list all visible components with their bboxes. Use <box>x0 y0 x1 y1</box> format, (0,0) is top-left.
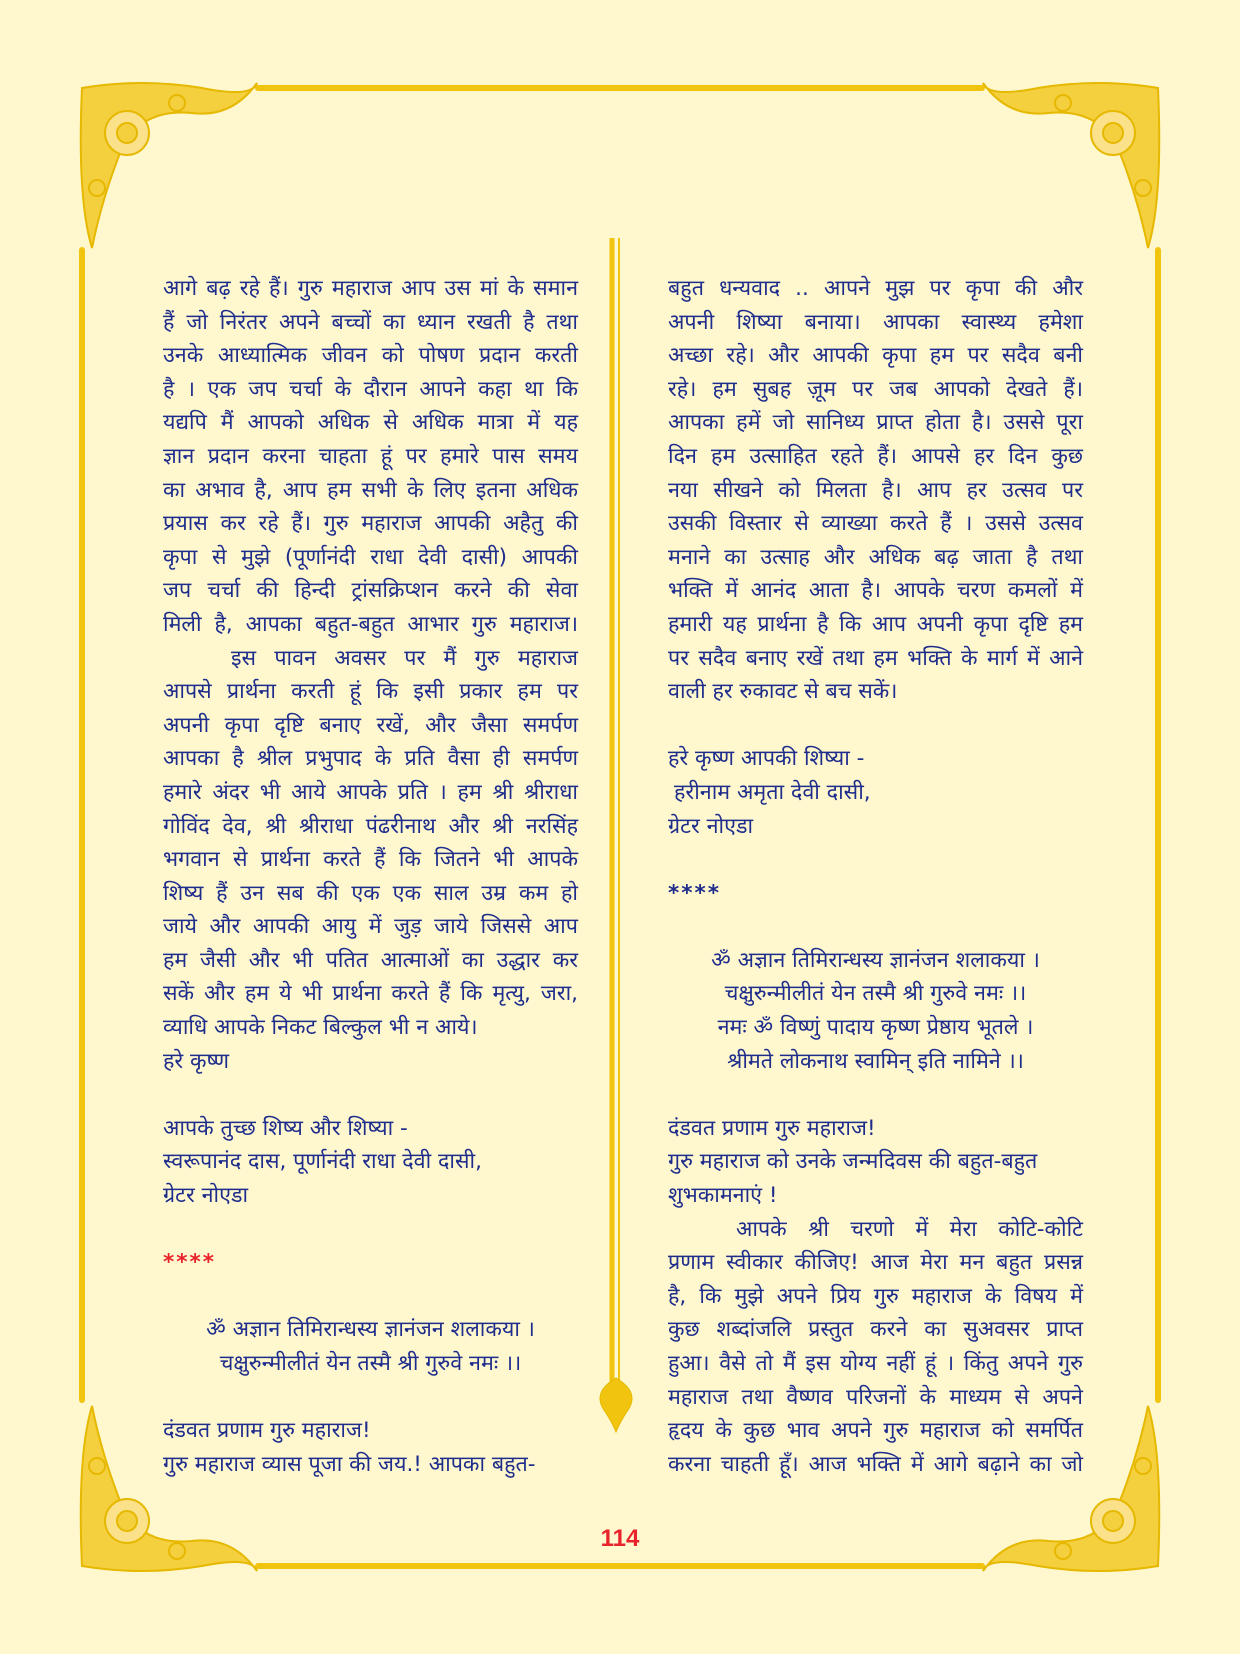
text-line: अपनी शिष्या बनाया। आपका स्वास्थ्य हमेशा <box>668 309 1083 335</box>
text-line: व्याधि आपके निकट बिल्कुल भी न आये। <box>163 1015 478 1041</box>
right-paragraph-2 <box>668 1213 1083 1482</box>
text-line: ज्ञान प्रदान करना चाहता हूं पर हमारे पास समय <box>163 443 578 469</box>
right-verse <box>668 944 1083 1078</box>
text-line: है, कि मुझे अपने प्रिय गुरु महाराज के विषय में <box>668 1283 1083 1309</box>
text-line: हम जैसी और भी पतित आत्माओं का उद्धार कर <box>163 947 578 973</box>
signature-line: ग्रेटर नोएडा <box>163 1183 249 1209</box>
verse-line: श्रीमते लोकनाथ स्वामिन् इति नामिने ।। <box>727 1048 1024 1074</box>
text-line: महाराज तथा वैष्णव परिजनों के माध्यम से अपने <box>668 1384 1083 1410</box>
signature-line: हरे कृष्ण आपकी शिष्या - <box>668 746 865 772</box>
text-line: उसकी विस्तार से व्याख्या करते हैं । उससे उत्सव <box>668 511 1083 537</box>
text-line: बहुत धन्यवाद .. आपने मुझ पर कृपा की और <box>668 276 1083 301</box>
text-line: मिली है, आपका बहुत-बहुत आभार गुरु महाराज। <box>163 611 578 637</box>
text-line: भगवान से प्रार्थना करते हैं कि जितने भी आपके <box>163 847 578 873</box>
verse-line: चक्षुरुन्मीलीतं येन तस्मै श्री गुरुवे नमः ।। <box>724 981 1027 1007</box>
left-column <box>163 272 578 1481</box>
text-line: का अभाव है, आप हम सभी के लिए इतना अधिक <box>163 477 578 503</box>
text-line: गोविंद देव, श्री श्रीराधा पंढरीनाथ और श्री नरसिंह <box>163 813 578 839</box>
text-line: यद्यपि मैं आपको अधिक से अधिक मात्रा में यह <box>163 410 578 436</box>
text-line: गुरु महाराज व्यास पूजा की जय.! आपका बहुत- <box>163 1451 536 1477</box>
right-column <box>668 272 1083 1481</box>
text-line: प्रणाम स्वीकार कीजिए! आज मेरा मन बहुत प्रसन्न <box>668 1250 1083 1276</box>
text-line: उनके आध्यात्मिक जीवन को पोषण प्रदान करती <box>163 343 578 369</box>
text-line: जप चर्चा की हिन्दी ट्रांसक्रिप्शन करने की सेवा <box>163 578 578 604</box>
text-line: हमारी यह प्रार्थना है कि आप अपनी कृपा दृष्टि हम <box>668 611 1083 637</box>
text-line: हैं जो निरंतर अपने बच्चों का ध्यान रखती है तथा <box>163 309 578 335</box>
signature-line: ग्रेटर नोएडा <box>668 813 754 839</box>
text-line: आपके श्री चरणो में मेरा कोटि-कोटि <box>736 1216 1083 1242</box>
text-line: सकें और हम ये भी प्रार्थना करते हैं कि मृत्यु, जरा, <box>163 981 578 1007</box>
greeting-text: दंडवत प्रणाम गुरु महाराज! <box>668 1115 876 1141</box>
signature-line: स्वरूपानंद दास, पूर्णानंदी राधा देवी दासी, <box>163 1149 482 1175</box>
text-line: आपका हमें जो सानिध्य प्राप्त होता है। उससे पूरा <box>668 410 1083 436</box>
text-line: आगे बढ़ रहे हैं। गुरु महाराज आप उस मां के समान <box>163 276 578 301</box>
text-line: आपका है श्रील प्रभुपाद के प्रति वैसा ही समर्पण <box>163 746 578 772</box>
text-line: गुरु महाराज को उनके जन्मदिवस की बहुत-बहुत <box>668 1149 1038 1175</box>
text-line: करना चाहती हूँ। आज भक्ति में आगे बढ़ाने का जो <box>668 1451 1083 1477</box>
left-paragraph-2 <box>163 642 578 1079</box>
verse-line: ॐ अज्ञान तिमिरान्धस्य ज्ञानंजन शलाकया । <box>206 1317 535 1343</box>
text-line: रहे। हम सुबह ज़ूम पर जब आपको देखते हैं। <box>668 376 1083 402</box>
text-line: आपसे प्रार्थना करती हूं कि इसी प्रकार हम पर <box>163 679 578 705</box>
right-paragraph-1 <box>668 272 1083 709</box>
text-line: दिन हम उत्साहित रहते हैं। आपसे हर दिन कुछ <box>668 443 1083 469</box>
right-signature <box>668 742 1083 843</box>
separator-stars: **** <box>163 1250 216 1276</box>
verse-line: ॐ अज्ञान तिमिरान्धस्य ज्ञानंजन शलाकया । <box>711 947 1040 973</box>
page-number: 114 <box>600 1525 640 1552</box>
text-line: इस पावन अवसर पर मैं गुरु महाराज <box>231 645 578 671</box>
verse-line: नमः ॐ विष्णुं पादाय कृष्ण प्रेष्ठाय भूतले । <box>717 1015 1034 1041</box>
text-line: मनाने का उत्साह और अधिक बढ़ जाता है तथा <box>668 544 1083 570</box>
signature-line: हरीनाम अमृता देवी दासी, <box>674 779 871 805</box>
separator-stars: **** <box>668 880 721 906</box>
text-line: है । एक जप चर्चा के दौरान आपने कहा था कि <box>163 376 578 402</box>
text-line: कृपा से मुझे (पूर्णानंदी राधा देवी दासी) आपकी <box>163 544 578 570</box>
text-line: हुआ। वैसे तो मैं इस योग्य नहीं हूं । किंतु अपने गुरु <box>668 1351 1083 1376</box>
text-line: शुभकामनाएं ! <box>668 1183 778 1209</box>
text-line: प्रयास कर रहे हैं। गुरु महाराज आपकी अहैतु की <box>163 511 578 537</box>
text-line: पर सदैव बनाए रखें तथा हम भक्ति के मार्ग में आने <box>668 645 1083 671</box>
greeting-text: दंडवत प्रणाम गुरु महाराज! <box>163 1418 371 1444</box>
text-line: हृदय के कुछ भाव अपने गुरु महाराज को समर्पित <box>668 1418 1083 1444</box>
text-line: अच्छा रहे। और आपकी कृपा हम पर सदैव बनी <box>668 343 1083 369</box>
text-line: भक्ति में आनंद आता है। आपके चरण कमलों में <box>668 578 1083 604</box>
text-line: नया सीखने को मिलता है। आप हर उत्सव पर <box>668 477 1083 503</box>
text-line: शिष्य हैं उन सब की एक एक साल उम्र कम हो <box>163 880 578 906</box>
text-line: कुछ शब्दांजलि प्रस्तुत करने का सुअवसर प्राप्त <box>668 1317 1083 1343</box>
signature-line: आपके तुच्छ शिष्य और शिष्या - <box>163 1115 408 1141</box>
left-verse <box>163 1313 578 1380</box>
closing-text: हरे कृष्ण <box>163 1048 230 1074</box>
left-signature <box>163 1112 578 1213</box>
text-line: जाये और आपकी आयु में जुड़ जाये जिससे आप <box>163 914 578 940</box>
text-line: अपनी कृपा दृष्टि बनाए रखें, और जैसा समर्पण <box>163 712 578 738</box>
left-paragraph-1 <box>163 272 578 642</box>
column-divider-icon <box>600 238 632 1432</box>
text-line: हमारे अंदर भी आये आपके प्रति । हम श्री श्रीराधा <box>163 779 578 805</box>
text-line: वाली हर रुकावट से बच सकें। <box>668 679 898 705</box>
verse-line: चक्षुरुन्मीलीतं येन तस्मै श्री गुरुवे नमः ।। <box>219 1351 522 1376</box>
